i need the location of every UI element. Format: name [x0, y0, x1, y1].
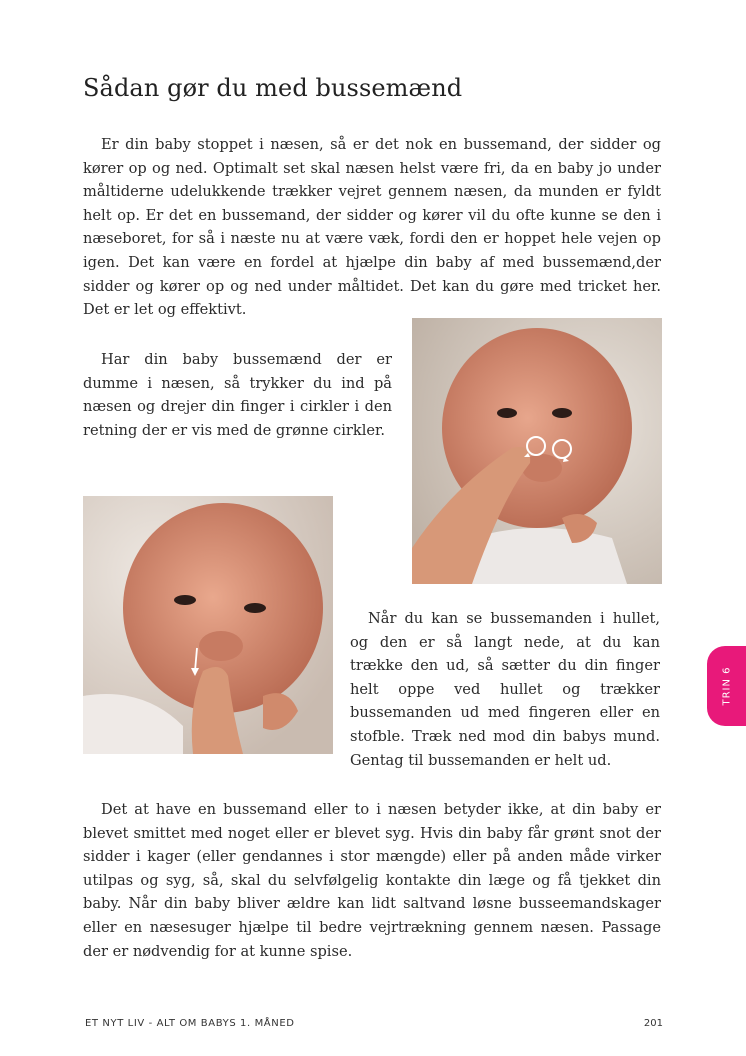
chapter-tab-label: TRIN 6 [721, 666, 732, 706]
pull-instruction-paragraph: Når du kan se bussemanden i hullet, og den er så langt nede, at du kan trække den ud, så sætter du din finger helt oppe ved hullet og trækker bussemanden ud med fingeren eller en stofble. Træk ned mod din babys mund. Gentag til bussemanden er helt ud. [350, 610, 660, 769]
chapter-tab [707, 646, 746, 726]
closing-paragraph: Det at have en bussemand eller to i næsen betyder ikke, at din baby er blevet smittet med noget eller er blevet syg. Hvis din baby får grønt snot der sidder i kager (eller gendannes i stor mængde) eller på anden måde virker utilpas og syg, så, skal du selvfølgelig kontakte din læge og få tjekket din baby. Når din baby bliver ældre kan lidt saltvand løsne busseemandskager eller en næsesuger hjælpe til bedre vejrtrækning gennem næsen. Passage der er nødvendig for at kunne spise. [83, 801, 661, 960]
intro-paragraph: Er din baby stoppet i næsen, så er det nok en bussemand, der sidder og kører op og ned. Optimalt set skal næsen helst være fri, da en baby jo under måltiderne udelukkende trækker vejret gennem næsen, da munden er fyldt helt op. Er det en bussemand, der sidder og kører vil du ofte kunne se den i næseboret, for så i næste nu at være væk, fordi den er hoppet hele vejen op igen. Det kan være en fordel at hjælpe din baby af med bussemænd,der sidder og kører op og ned under måltidet. Det kan du gøre med tricket her. Det er let og effektivt. [83, 136, 661, 319]
footer-book-title: ET NYT LIV - ALT OM BABYS 1. MÅNED [85, 1018, 295, 1029]
baby-nose-circles-photo [412, 318, 662, 584]
circle-instruction-paragraph: Har din baby bussemænd der er dumme i næsen, så trykker du ind på næsen og drejer din finger i cirkler i den retning der er vis med de grønne cirkler. [83, 351, 392, 439]
baby-nose-pull-photo [83, 496, 333, 754]
footer-page-number: 201 [643, 1018, 663, 1029]
page-title: Sådan gør du med bussemænd [83, 74, 463, 102]
